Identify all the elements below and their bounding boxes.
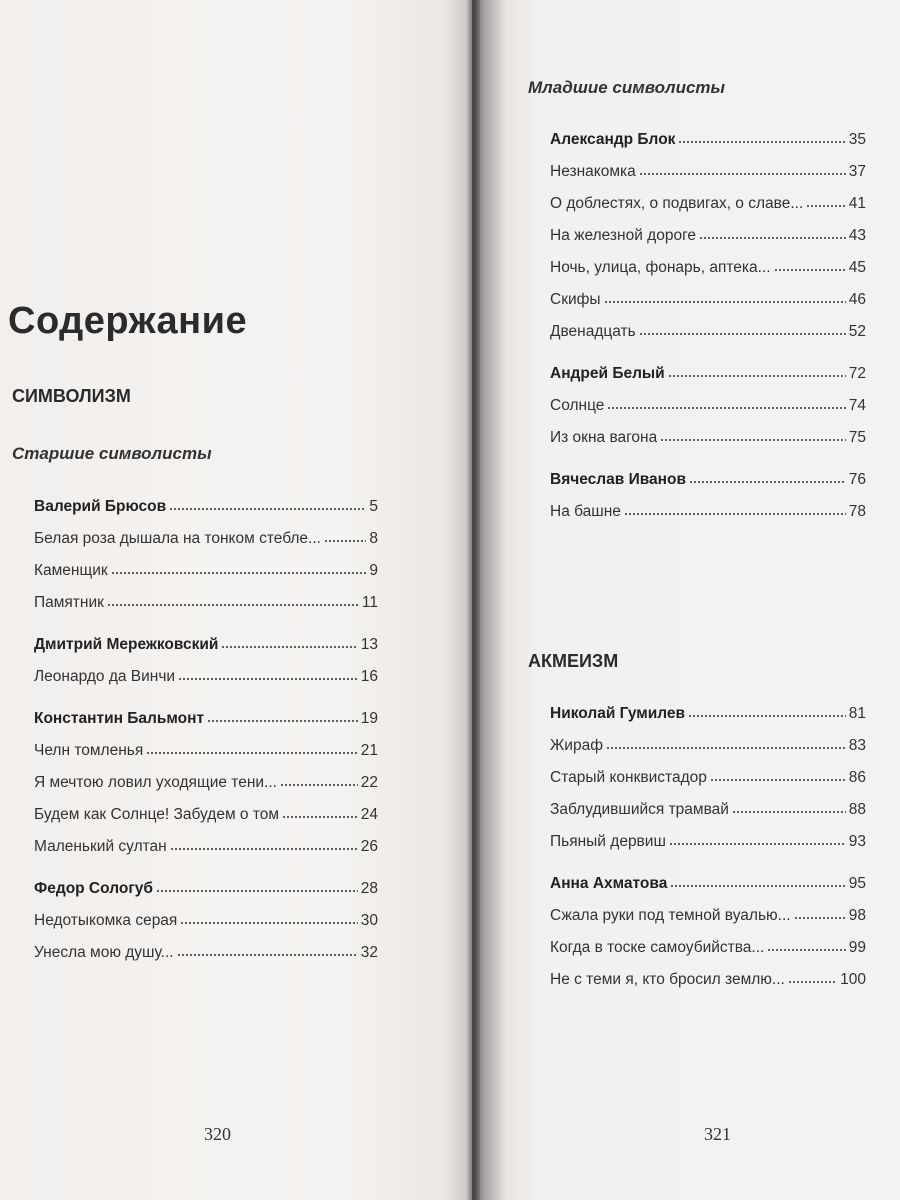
toc-poem-entry (34, 837, 378, 869)
dot-leader (178, 667, 358, 681)
dot-leader (606, 736, 846, 750)
toc-poem-entry (34, 943, 378, 975)
dot-leader (607, 396, 845, 410)
toc-entry-page: 35 (848, 131, 866, 148)
dot-leader (604, 290, 846, 304)
toc-poem-entry (550, 906, 866, 938)
dot-leader (146, 741, 358, 755)
toc-entry-page: 37 (848, 163, 866, 180)
toc-entry-page: 83 (848, 737, 866, 754)
toc-poem-entry (34, 593, 378, 625)
toc-poem-entry (34, 911, 378, 943)
dot-leader (111, 561, 367, 575)
dot-leader (639, 162, 846, 176)
toc-entry-title: Андрей Белый (550, 365, 665, 382)
toc-poem-entry (550, 970, 866, 1002)
toc-poem-entry (550, 162, 866, 194)
dot-leader (660, 428, 846, 442)
dot-leader (788, 970, 837, 984)
dot-leader (639, 322, 846, 336)
toc-entry-page: 30 (360, 912, 378, 929)
toc-poem-entry (550, 226, 866, 258)
toc-poem-entry (550, 428, 866, 460)
toc-entry-title: Сжала руки под темной вуалью... (550, 907, 791, 924)
toc-entry-title: Пьяный дервиш (550, 833, 666, 850)
dot-leader (624, 502, 846, 516)
toc-entry-title: О доблестях, о подвигах, о славе... (550, 195, 804, 212)
section-heading-acmeism: АКМЕИЗМ (528, 651, 619, 671)
toc-poem-entry (550, 832, 866, 864)
toc-entry-page: 100 (840, 971, 866, 988)
dot-leader (207, 709, 358, 723)
toc-entry-page: 86 (848, 769, 866, 786)
toc-entry-title: Федор Сологуб (34, 880, 153, 897)
toc-entry-page: 78 (848, 503, 866, 520)
toc-poem-entry (34, 741, 378, 773)
subsection-heading-elder-symbolists: Старшие символисты (12, 444, 212, 463)
toc-entry-title: Солнце (550, 397, 605, 414)
dot-leader (774, 258, 846, 272)
toc-entry-title: Константин Бальмонт (34, 710, 205, 727)
toc-entry-title: Не с теми я, кто бросил землю... (550, 971, 785, 988)
toc-entry-page: 13 (360, 636, 378, 653)
toc-poem-entry (550, 194, 866, 226)
toc-list-right-acmeism (550, 704, 866, 1002)
toc-poem-entry (550, 736, 866, 768)
toc-entry-page: 72 (848, 365, 866, 382)
toc-entry-page: 81 (848, 705, 866, 722)
toc-entry-page: 74 (848, 397, 866, 414)
toc-list-right-symbolism (550, 130, 866, 534)
toc-author-entry (550, 364, 866, 396)
toc-entry-title: Каменщик (34, 562, 108, 579)
toc-entry-title: Анна Ахматова (550, 875, 668, 892)
toc-entry-page: 76 (848, 471, 866, 488)
toc-entry-title: Памятник (34, 594, 104, 611)
dot-leader (170, 837, 358, 851)
toc-entry-page: 16 (360, 668, 378, 685)
toc-author-entry (550, 874, 866, 906)
toc-author-entry (34, 709, 378, 741)
dot-leader (678, 130, 845, 144)
toc-entry-title: Когда в тоске самоубийства... (550, 939, 765, 956)
dot-leader (107, 593, 359, 607)
toc-entry-title: Николай Гумилев (550, 705, 686, 722)
toc-entry-title: Александр Блок (550, 131, 676, 148)
toc-entry-page: 9 (369, 562, 378, 579)
toc-poem-entry (34, 561, 378, 593)
toc-entry-title: Валерий Брюсов (34, 498, 167, 515)
toc-entry-title: Ночь, улица, фонарь, аптека... (550, 259, 771, 276)
toc-entry-title: Заблудившийся трамвай (550, 801, 729, 818)
toc-author-entry (550, 130, 866, 162)
toc-entry-page: 93 (848, 833, 866, 850)
toc-entry-page: 5 (369, 498, 378, 515)
toc-poem-entry (550, 290, 866, 322)
toc-entry-title: Унесла мою душу... (34, 944, 174, 961)
dot-leader (669, 832, 846, 846)
dot-leader (668, 364, 846, 378)
toc-entry-title: Белая роза дышала на тонком стебле... (34, 530, 321, 547)
toc-poem-entry (550, 502, 866, 534)
book-gutter (466, 0, 480, 1200)
toc-entry-page: 24 (360, 806, 378, 823)
toc-author-entry (34, 497, 378, 529)
subsection-heading-younger-symbolists: Младшие символисты (528, 78, 726, 97)
toc-entry-title: Незнакомка (550, 163, 636, 180)
toc-poem-entry (550, 938, 866, 970)
toc-entry-title: Будем как Солнце! Забудем о том (34, 806, 280, 823)
toc-entry-page: 46 (848, 291, 866, 308)
toc-entry-page: 21 (360, 742, 378, 759)
toc-entry-page: 52 (848, 323, 866, 340)
toc-entry-page: 19 (360, 710, 378, 727)
toc-poem-entry (34, 529, 378, 561)
section-heading-symbolism: СИМВОЛИЗМ (12, 386, 131, 406)
toc-entry-page: 11 (361, 594, 378, 611)
toc-entry-page: 28 (360, 880, 378, 897)
right-page (472, 0, 900, 1200)
dot-leader (688, 704, 846, 718)
toc-entry-page: 22 (360, 774, 378, 791)
toc-entry-title: Я мечтою ловил уходящие тени... (34, 774, 277, 791)
dot-leader (221, 635, 357, 649)
toc-author-entry (550, 704, 866, 736)
toc-entry-title: Дмитрий Мережковский (34, 636, 219, 653)
toc-entry-title: На башне (550, 503, 621, 520)
toc-entry-title: Из окна вагона (550, 429, 658, 446)
toc-entry-title: Маленький султан (34, 838, 167, 855)
toc-poem-entry (550, 322, 866, 354)
toc-entry-title: Леонардо да Винчи (34, 668, 176, 685)
toc-poem-entry (550, 396, 866, 428)
toc-entry-page: 26 (360, 838, 378, 855)
dot-leader (689, 470, 846, 484)
dot-leader (280, 773, 358, 787)
toc-poem-entry (34, 667, 378, 699)
toc-entry-page: 8 (369, 530, 378, 547)
page-title: Содержание (8, 300, 248, 342)
toc-entry-title: Жираф (550, 737, 603, 754)
toc-entry-page: 43 (848, 227, 866, 244)
toc-poem-entry (550, 800, 866, 832)
toc-entry-page: 32 (360, 944, 378, 961)
toc-entry-page: 98 (848, 907, 866, 924)
dot-leader (806, 194, 845, 208)
dot-leader (282, 805, 358, 819)
toc-author-entry (34, 879, 378, 911)
toc-author-entry (34, 635, 378, 667)
toc-entry-title: Челн томленья (34, 742, 144, 759)
toc-entry-title: Недотыкомка серая (34, 912, 178, 929)
toc-entry-page: 99 (848, 939, 866, 956)
toc-author-entry (550, 470, 866, 502)
dot-leader (699, 226, 846, 240)
toc-poem-entry (34, 805, 378, 837)
toc-entry-page: 95 (848, 875, 866, 892)
toc-entry-title: Старый конквистадор (550, 769, 707, 786)
toc-list-left (34, 497, 378, 975)
toc-entry-title: Двенадцать (550, 323, 636, 340)
dot-leader (670, 874, 845, 888)
toc-entry-page: 45 (848, 259, 866, 276)
page-number-left: 320 (204, 1124, 231, 1144)
toc-entry-page: 41 (848, 195, 866, 212)
toc-entry-title: Вячеслав Иванов (550, 471, 687, 488)
dot-leader (794, 906, 846, 920)
toc-poem-entry (550, 258, 866, 290)
dot-leader (177, 943, 358, 957)
dot-leader (156, 879, 358, 893)
dot-leader (169, 497, 366, 511)
toc-entry-title: Скифы (550, 291, 601, 308)
dot-leader (710, 768, 846, 782)
dot-leader (324, 529, 366, 543)
toc-poem-entry (550, 768, 866, 800)
toc-entry-page: 88 (848, 801, 866, 818)
toc-poem-entry (34, 773, 378, 805)
dot-leader (180, 911, 357, 925)
dot-leader (732, 800, 846, 814)
toc-entry-page: 75 (848, 429, 866, 446)
page-number-right: 321 (704, 1124, 731, 1144)
dot-leader (767, 938, 845, 952)
toc-entry-title: На железной дороге (550, 227, 697, 244)
